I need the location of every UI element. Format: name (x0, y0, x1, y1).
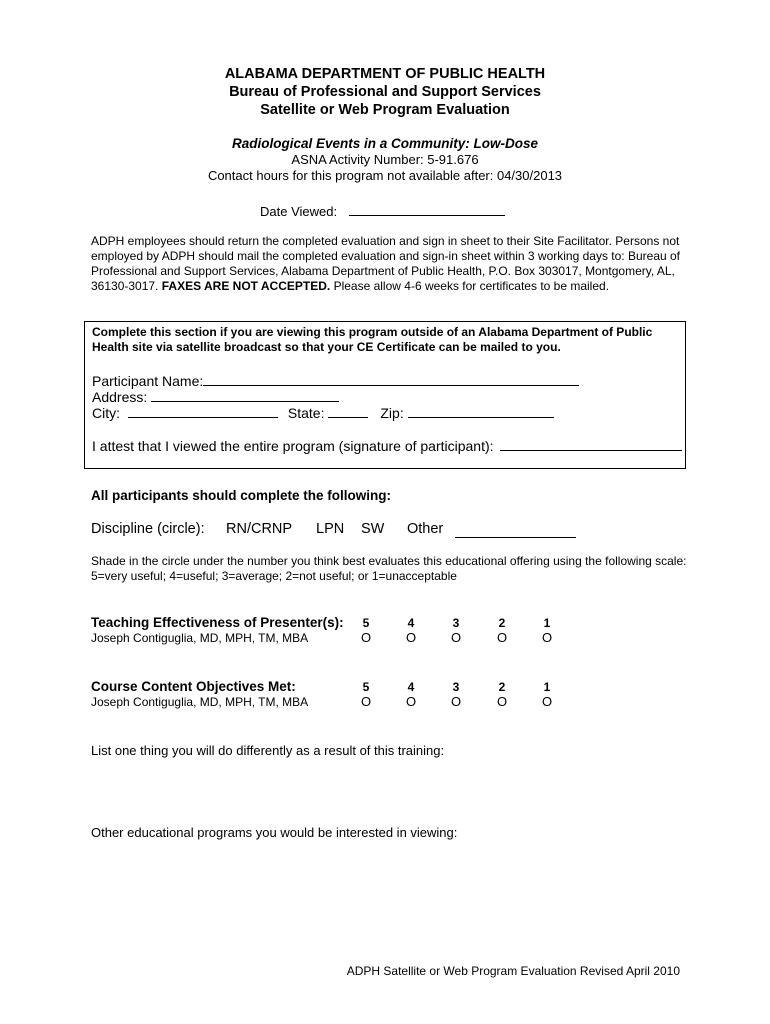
instructions-paragraph (91, 234, 687, 294)
content-scale-5: 5 (362, 680, 370, 694)
content-circle-5[interactable]: O (360, 694, 372, 709)
footer-revision: ADPH Satellite or Web Program Evaluation Revised April 2010 (346, 964, 680, 978)
teaching-circle-5[interactable]: O (360, 630, 372, 645)
content-scale-2: 2 (498, 680, 506, 694)
teaching-scale-4: 4 (407, 616, 415, 630)
outside-site-section (84, 321, 686, 469)
address-label: Address: (92, 389, 148, 405)
date-viewed-row (260, 202, 505, 219)
program-title: Radiological Events in a Community: Low-Dose (231, 136, 539, 151)
outside-site-intro: Complete this section if you are viewing this program outside of an Alabama Department of Public Health site via satellite broadcast so that your CE Certificate can be mailed to you. (92, 325, 653, 354)
content-scale-4: 4 (407, 680, 415, 694)
date-viewed-field[interactable] (349, 202, 505, 216)
content-circle-4[interactable]: O (405, 694, 417, 709)
city-label: City: (92, 405, 120, 421)
teaching-scale-5: 5 (362, 616, 370, 630)
faxes-warning: FAXES ARE NOT ACCEPTED. (161, 279, 331, 293)
asna-number: ASNA Activity Number: 5-91.676 (291, 152, 479, 167)
participant-name-field[interactable] (203, 372, 579, 386)
discipline-label: Discipline (circle): (91, 521, 205, 537)
discipline-sw[interactable]: SW (361, 521, 385, 537)
city-state-zip-row (92, 404, 554, 421)
attest-label: I attest that I viewed the entire program (signature of participant): (92, 438, 494, 454)
teaching-circle-3[interactable]: O (450, 630, 462, 645)
content-scale-1: 1 (543, 680, 551, 694)
discipline-lpn[interactable]: LPN (316, 521, 345, 537)
teaching-scale-1: 1 (543, 616, 551, 630)
state-field[interactable] (328, 404, 368, 418)
question-other-programs: Other educational programs you would be interested in viewing: (91, 825, 458, 840)
teaching-scale-3: 3 (452, 616, 460, 630)
attest-row (92, 437, 682, 454)
all-participants-heading: All participants should complete the following: (91, 488, 392, 503)
state-label: State: (287, 405, 325, 421)
signature-field[interactable] (500, 437, 682, 451)
header-title: ALABAMA DEPARTMENT OF PUBLIC HEALTH (224, 66, 546, 82)
discipline-rn-crnp[interactable]: RN/CRNP (226, 521, 293, 537)
city-field[interactable] (128, 404, 278, 418)
teaching-circle-4[interactable]: O (405, 630, 417, 645)
teaching-scale-2: 2 (498, 616, 506, 630)
header-bureau: Bureau of Professional and Support Services (229, 84, 541, 100)
teaching-circle-1[interactable]: O (541, 630, 553, 645)
discipline-other-field[interactable] (455, 524, 576, 538)
date-viewed-label: Date Viewed: (260, 204, 338, 219)
zip-label: Zip: (380, 405, 404, 421)
question-differently: List one thing you will do differently as a result of this training: (91, 743, 445, 758)
address-field[interactable] (151, 388, 339, 402)
address-row (92, 388, 339, 405)
contact-hours: Contact hours for this program not available after: 04/30/2013 (207, 168, 563, 183)
zip-field[interactable] (408, 404, 554, 418)
rating-title-teaching: Teaching Effectiveness of Presenter(s): (91, 615, 344, 630)
instructions-text: ADPH employees should return the completed evaluation and sign in sheet to their Site Facilitator. Persons not employed by ADPH should mail the completed evaluation and sign-in sheet within 3 working days to: Bureau of Professional and Support Services, Alabama Department of Public Health, P.O. Box 303017, Montgomery, AL, 36130-3017. (91, 234, 681, 293)
discipline-other[interactable]: Other (407, 521, 444, 537)
header-subtitle: Satellite or Web Program Evaluation (260, 102, 510, 118)
discipline-row (91, 521, 691, 539)
rating-presenter-content: Joseph Contiguglia, MD, MPH, TM, MBA (91, 695, 309, 709)
participant-name-label: Participant Name: (92, 373, 204, 389)
content-circle-3[interactable]: O (450, 694, 462, 709)
content-scale-3: 3 (452, 680, 460, 694)
content-circle-2[interactable]: O (496, 694, 508, 709)
rating-presenter-teaching: Joseph Contiguglia, MD, MPH, TM, MBA (91, 631, 309, 645)
participant-name-row (92, 372, 579, 389)
rating-title-content: Course Content Objectives Met: (91, 679, 296, 694)
instructions-tail: Please allow 4-6 weeks for certificates to be mailed. (333, 279, 610, 293)
content-circle-1[interactable]: O (541, 694, 553, 709)
teaching-circle-2[interactable]: O (496, 630, 508, 645)
scale-instructions: Shade in the circle under the number you think best evaluates this educational offering using the following scale: 5=very useful; 4=useful; 3=average; 2=not useful; or 1=unacceptable (91, 554, 687, 583)
